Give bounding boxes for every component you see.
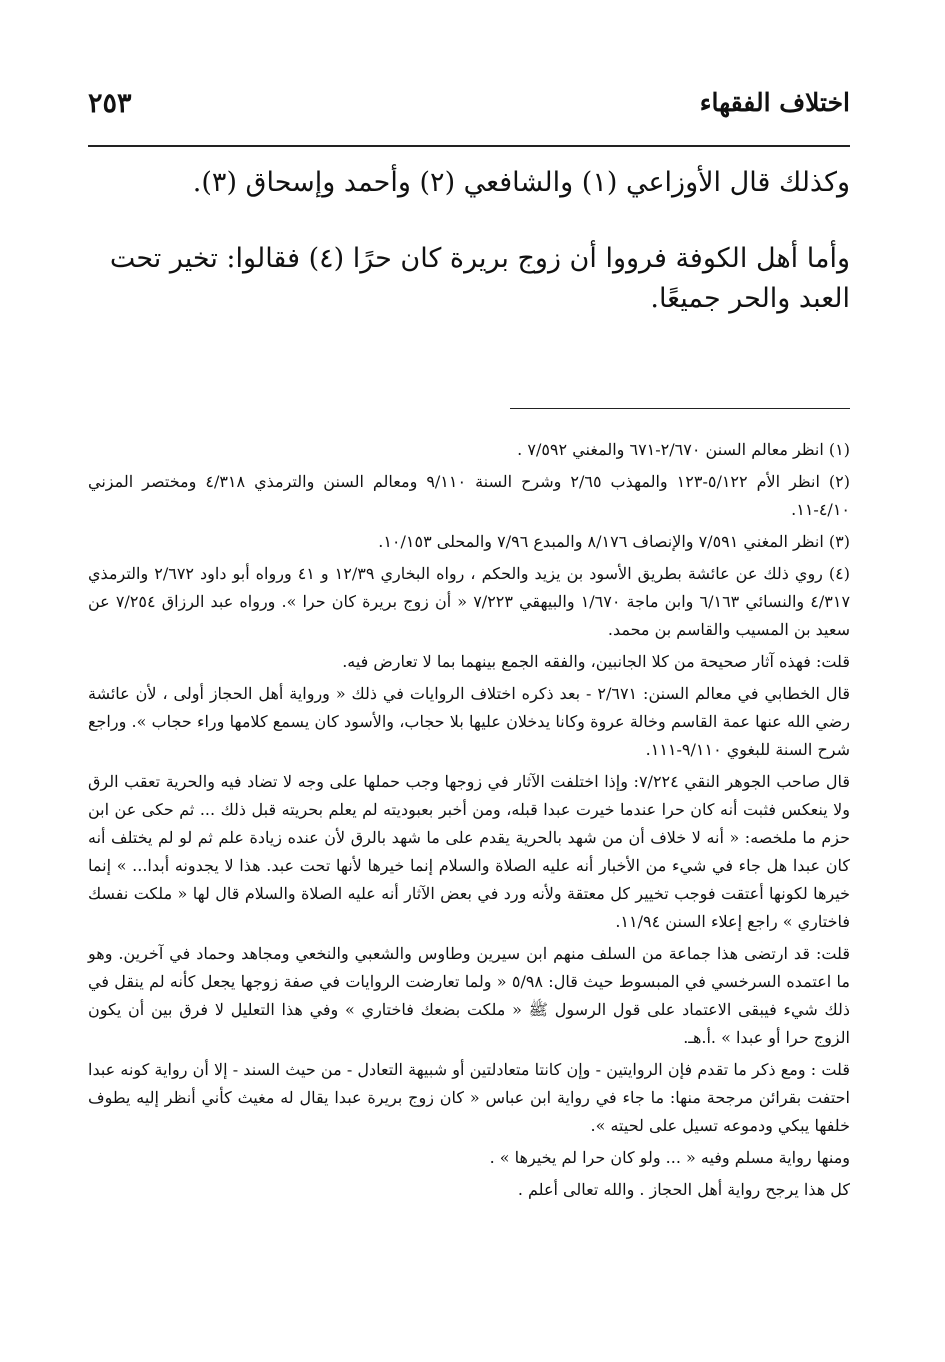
paragraph: وأما أهل الكوفة فرووا أن زوج بريرة كان حرًا (٤) فقالوا: تخير تحت العبد والحر جميعًا. — [109, 243, 850, 314]
footnote-comment: قال صاحب الجوهر النقي ٧/٢٢٤: وإذا اختلفت الآثار في زوجها وجب حملها على وجه لا تضاد فيه والحرية تعقب الرق ولا ينعكس فثبت أنه كان حرا عندما خيرت عبدا قبله، ومن أخبر بعبوديته لم يعلم بحريته قبل ذلك ... ثم حكى عن ابن حزم ما ملخصه: « أنه لا خلاف أن من شهد بالحرية يقدم على ما شهد بالرق لأن عنده زيادة علم ثم لو لم يختلف أنه كان عبدا هل جاء في شيء من الأخبار أنه عليه الصلاة والسلام إنما خيرها لأنها تحت عبد. هذا لا يجدونه أبدا... » إنما خيرها لكونها أعتقت فوجب تخيير كل معتقة ولأنه ورد في بعض الآثار أنه عليه الصلاة والسلام قال لها « ملكت نفسك فاختاري » راجع إعلاء السنن ١١/٩٤. — [88, 772, 851, 931]
page-header — [88, 88, 850, 128]
header-rule — [88, 145, 850, 147]
footnote-comment: قال الخطابي في معالم السنن: ٢/٦٧١ - بعد ذكره اختلاف الروايات في ذلك « ورواية أهل الحجاز أولى ، لأن عائشة رضي الله عنها عمة القاسم وخالة عروة وكانا يدخلان عليها بلا حجاب، والأسود كان يسمع كلامها وراء حجاب ». وراجع شرح السنة للبغوي ٩/١١٠-١١١. — [88, 684, 850, 759]
footnote-comment: ومنها رواية مسلم وفيه « ... ولو كان حرا لم يخيرها » . — [489, 1148, 850, 1167]
footnote-1: (١) انظر معالم السنن ٢/٦٧٠-٦٧١ والمغني ٧/٥٩٢ . — [517, 440, 850, 459]
main-text — [88, 163, 850, 319]
running-title: اختلاف الفقهاء — [699, 88, 850, 117]
footnote-comment: كل هذا يرجح رواية أهل الحجاز . والله تعالى أعلم . — [517, 1180, 850, 1199]
footnote-comment: قلت : ومع ذكر ما تقدم فإن الروايتين - وإن كانتا متعادلتين أو شبيهة التعادل - من حيث السند - إلا أن رواية كونه عبدا احتفت بقرائن مرجحة منها: ما جاء في رواية ابن عباس « كان زوج بريرة عبدا يقال له مغيث كأني أنظر إليه يطوف خلفها يبكي ودموعه تسيل على لحيته ». — [88, 1060, 850, 1135]
footnote-separator — [510, 408, 850, 409]
footnote-comment: قلت: قد ارتضى هذا جماعة من السلف منهم ابن سيرين وطاوس والشعبي والنخعي ومجاهد وحماد في آخرين. وهو ما اعتمده السرخسي في المبسوط حيث قال: ٥/٩٨ « ولما تعارضت الروايات في صفة زوجها يجعل كأنه لم ينقل في ذلك شيء فيبقى الاعتماد على قول الرسول ﷺ « ملكت بضعك فاختاري » وفي هذا التعليل لا فرق بين أن يكون الزوج حرا أو عبدا » .أ.هـ. — [88, 944, 851, 1047]
footnote-2: (٢) انظر الأم ٥/١٢٢-١٢٣ والمهذب ٢/٦٥ وشرح السنة ٩/١١٠ ومعالم السنن والترمذي ٤/٣١٨ ومختصر المزني ٤/١٠-١١. — [88, 472, 851, 519]
footnote-3: (٣) انظر المغني ٧/٥٩١ والإنصاف ٨/١٧٦ والمبدع ٧/٩٦ والمحلى ١٠/١٥٣. — [378, 532, 850, 551]
footnote-4: (٤) روي ذلك عن عائشة بطريق الأسود بن يزيد والحكم ، رواه البخاري ١٢/٣٩ و ٤١ ورواه أبو داود ٢/٦٧٢ والترمذي ٤/٣١٧ والنسائي ٦/١٦٣ وابن ماجة ١/٦٧٠ والبيهقي ٧/٢٢٣ « أن زوج بريرة كان حرا ». ورواه عبد الرزاق ٧/٢٥٤ عن سعيد بن المسيب والقاسم بن محمد. — [88, 564, 851, 639]
paragraph: وكذلك قال الأوزاعي (١) والشافعي (٢) وأحمد وإسحاق (٣). — [192, 167, 850, 198]
footnote-comment: قلت: فهذه آثار صحيحة من كلا الجانبين، والفقه الجمع بينهما بما لا تعارض فيه. — [342, 652, 850, 671]
page-number: ٢٥٣ — [88, 88, 132, 119]
footnotes — [88, 436, 850, 1208]
